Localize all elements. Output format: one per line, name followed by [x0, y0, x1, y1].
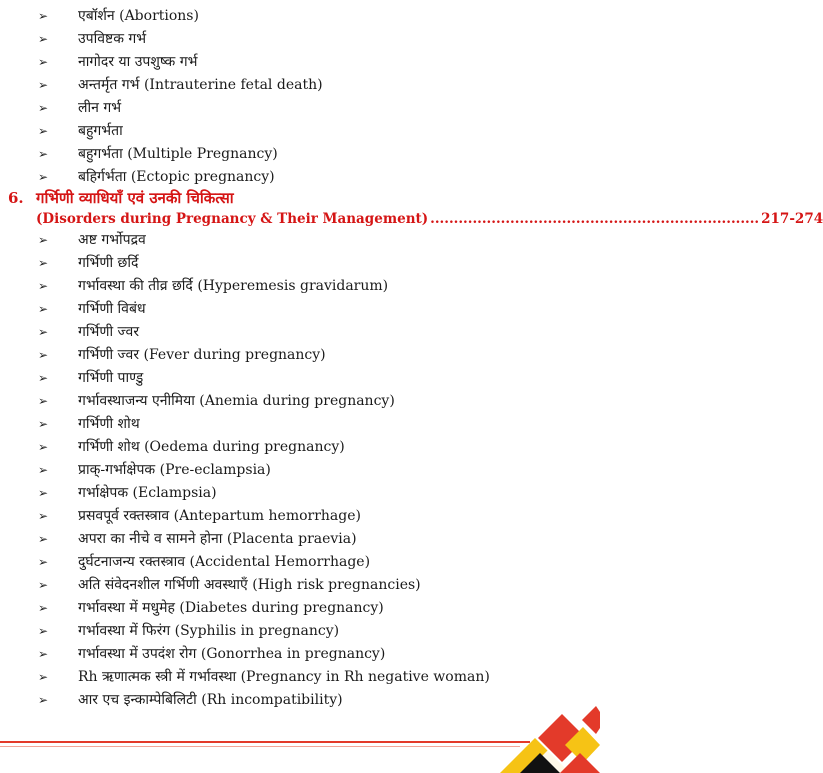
list-item-text: बहुगर्भता [78, 123, 123, 139]
arrow-bullet-icon: ➢ [38, 279, 49, 293]
list-item [38, 528, 490, 551]
diamond-shape [565, 727, 600, 763]
arrow-bullet-icon: ➢ [38, 532, 49, 546]
list-item [38, 436, 490, 459]
list-item [38, 643, 490, 666]
arrow-bullet-icon: ➢ [38, 578, 49, 592]
arrow-bullet-icon: ➢ [38, 101, 49, 115]
arrow-bullet-icon: ➢ [38, 647, 49, 661]
chapter-title-english-line [36, 210, 823, 228]
list-item-text: लीन गर्भ [78, 100, 122, 116]
list-item-text: अन्तर्मृत गर्भ (Intrauterine fetal death) [78, 77, 323, 93]
chapter-page-range: 217-274 [761, 211, 823, 227]
list-item [38, 689, 490, 712]
list-item [38, 390, 490, 413]
list-item-text: गर्भिणी ज्वर [78, 324, 140, 340]
list-item-text: Rh ऋणात्मक स्त्री में गर्भावस्था (Pregnancy in Rh negative woman) [78, 669, 490, 685]
diamond-shape [582, 706, 600, 734]
list-item [38, 344, 490, 367]
list-item-text: गर्भिणी ज्वर (Fever during pregnancy) [78, 347, 326, 363]
list-item-text: गर्भिणी शोथ [78, 416, 140, 432]
list-item-text: प्राक्-गर्भाक्षेपक (Pre-eclampsia) [78, 462, 271, 478]
list-item-text: अति संवेदनशील गर्भिणी अवस्थाएँ (High risk pregnancies) [78, 577, 421, 593]
list-item [38, 252, 490, 275]
arrow-bullet-icon: ➢ [38, 440, 49, 454]
arrow-bullet-icon: ➢ [38, 371, 49, 385]
arrow-bullet-icon: ➢ [38, 348, 49, 362]
diamond-shape [500, 738, 570, 773]
footer-rule [0, 741, 530, 743]
arrow-bullet-icon: ➢ [38, 463, 49, 477]
arrow-bullet-icon: ➢ [38, 256, 49, 270]
list-item-text: गर्भावस्थाजन्य एनीमिया (Anemia during pregnancy) [78, 393, 395, 409]
list-item [38, 5, 323, 28]
arrow-bullet-icon: ➢ [38, 9, 49, 23]
list-item [38, 97, 323, 120]
list-item [38, 367, 490, 390]
list-item-text: बहिर्गर्भता (Ectopic pregnancy) [78, 169, 275, 185]
list-item [38, 574, 490, 597]
list-item [38, 166, 323, 189]
arrow-bullet-icon: ➢ [38, 302, 49, 316]
diamond-shape [560, 753, 600, 773]
chapter-dot-leader: ...................................................................... [430, 211, 760, 227]
topic-list-bottom [38, 229, 490, 712]
diamond-shape [525, 738, 595, 773]
list-item-text: उपविष्टक गर्भ [78, 31, 147, 47]
list-item-text: गर्भिणी विबंध [78, 301, 146, 317]
list-item-text: एबॉर्शन (Abortions) [78, 8, 199, 24]
list-item-text: गर्भिणी पाण्डु [78, 370, 144, 386]
arrow-bullet-icon: ➢ [38, 394, 49, 408]
list-item [38, 482, 490, 505]
list-item-text: गर्भिणी छर्दि [78, 255, 139, 271]
list-item-text: गर्भावस्था की तीव्र छर्दि (Hyperemesis gravidarum) [78, 278, 389, 294]
arrow-bullet-icon: ➢ [38, 32, 49, 46]
chapter-title-hindi: गर्भिणी व्याधियाँ एवं उनकी चिकित्सा [36, 189, 234, 207]
list-item [38, 229, 490, 252]
arrow-bullet-icon: ➢ [38, 624, 49, 638]
list-item-text: गर्भावस्था में फिरंग (Syphilis in pregnancy) [78, 623, 340, 639]
list-item-text: गर्भाक्षेपक (Eclampsia) [78, 485, 217, 501]
list-item [38, 143, 323, 166]
arrow-bullet-icon: ➢ [38, 509, 49, 523]
chapter-title-english: (Disorders during Pregnancy & Their Management) [36, 211, 429, 227]
list-item-text: अपरा का नीचे व सामने होना (Placenta praevia) [78, 531, 357, 547]
arrow-bullet-icon: ➢ [38, 417, 49, 431]
list-item [38, 120, 323, 143]
list-item-text: दुर्घटनाजन्य रक्तस्त्राव (Accidental Hemorrhage) [78, 554, 371, 570]
list-item-text: बहुगर्भता (Multiple Pregnancy) [78, 146, 278, 162]
list-item [38, 666, 490, 689]
list-item [38, 505, 490, 528]
list-item [38, 51, 323, 74]
arrow-bullet-icon: ➢ [38, 693, 49, 707]
list-item [38, 459, 490, 482]
arrow-bullet-icon: ➢ [38, 670, 49, 684]
diamond-shape [520, 753, 560, 773]
list-item [38, 597, 490, 620]
list-item [38, 275, 490, 298]
list-item [38, 321, 490, 344]
list-item [38, 413, 490, 436]
topic-list-top [38, 5, 323, 189]
chapter-number: 6. [8, 189, 24, 207]
list-item-text: प्रसवपूर्व रक्तस्त्राव (Antepartum hemorrhage) [78, 508, 361, 524]
arrow-bullet-icon: ➢ [38, 124, 49, 138]
arrow-bullet-icon: ➢ [38, 147, 49, 161]
arrow-bullet-icon: ➢ [38, 78, 49, 92]
list-item-text: आर एच इन्काम्पेबिलिटी (Rh incompatibility) [78, 692, 343, 708]
list-item [38, 28, 323, 51]
list-item-text: गर्भिणी शोथ (Oedema during pregnancy) [78, 439, 345, 455]
list-item-text: गर्भावस्था में उपदंश रोग (Gonorrhea in pregnancy) [78, 646, 386, 662]
diamond-shape [538, 714, 586, 762]
arrow-bullet-icon: ➢ [38, 601, 49, 615]
list-item [38, 551, 490, 574]
list-item-text: नागोदर या उपशुष्क गर्भ [78, 54, 198, 70]
arrow-bullet-icon: ➢ [38, 555, 49, 569]
list-item-text: गर्भावस्था में मधुमेह (Diabetes during pregnancy) [78, 600, 384, 616]
list-item [38, 298, 490, 321]
list-item [38, 620, 490, 643]
arrow-bullet-icon: ➢ [38, 233, 49, 247]
arrow-bullet-icon: ➢ [38, 486, 49, 500]
arrow-bullet-icon: ➢ [38, 55, 49, 69]
arrow-bullet-icon: ➢ [38, 170, 49, 184]
arrow-bullet-icon: ➢ [38, 325, 49, 339]
footer-rule-thin [0, 746, 520, 747]
list-item-text: अष्ट गर्भोपद्रव [78, 232, 146, 248]
list-item [38, 74, 323, 97]
